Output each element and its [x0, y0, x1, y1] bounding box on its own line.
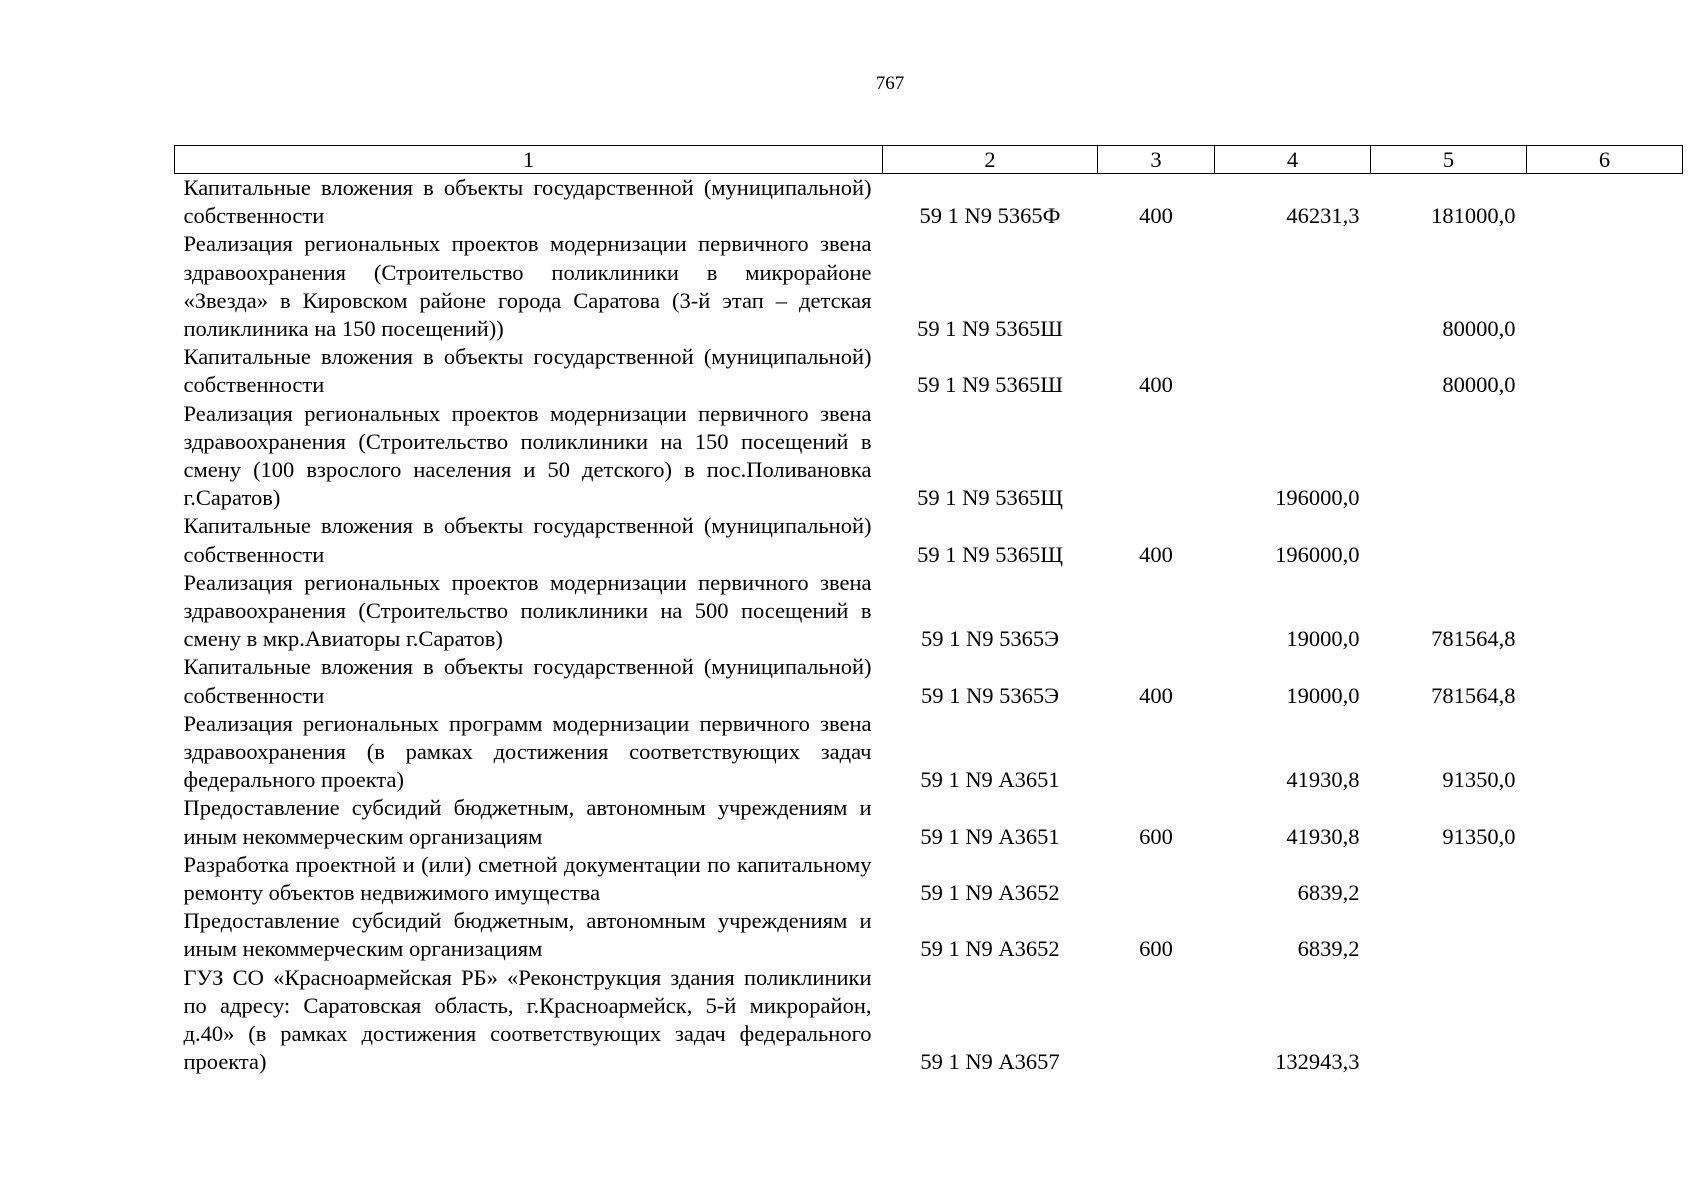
row-description: Капитальные вложения в объекты государственной (муниципальной) собственности	[183, 344, 872, 398]
row-code: 59 1 N9 А3652	[920, 880, 1060, 906]
row-code: 59 1 N9 А3657	[920, 1049, 1060, 1075]
row-amount-col6	[1527, 569, 1683, 654]
row-amount-col5: 91350,0	[1442, 823, 1516, 849]
table-row	[175, 400, 1683, 513]
row-code: 59 1 N9 5365Ш	[917, 316, 1063, 342]
row-amount-col6	[1527, 512, 1683, 568]
row-expense-type	[1098, 230, 1215, 343]
row-description: Капитальные вложения в объекты государственной (муниципальной) собственности	[183, 654, 872, 708]
row-amount-col5	[1371, 964, 1527, 1077]
row-amount-col6	[1527, 851, 1683, 907]
row-code: 59 1 N9 5365Ф	[919, 203, 1061, 229]
row-amount-col5	[1371, 400, 1527, 513]
row-amount-col6	[1527, 174, 1683, 231]
budget-table	[174, 145, 1683, 1077]
column-header-5: 5	[1371, 146, 1527, 174]
row-amount-col6	[1527, 230, 1683, 343]
row-amount-col6	[1527, 794, 1683, 850]
row-amount-col5	[1371, 907, 1527, 963]
row-code: 59 1 N9 5365Ш	[917, 372, 1063, 398]
column-header-6: 6	[1527, 146, 1683, 174]
row-amount-col5	[1371, 512, 1527, 568]
row-expense-type	[1098, 400, 1215, 513]
row-amount-col4	[1215, 343, 1371, 399]
row-expense-type: 600	[1139, 823, 1173, 849]
row-description: Реализация региональных проектов модернизации первичного звена здравоохранения (Строительство поликлиники на 150 посещений в смену (100 взрослого населения и 50 детского) в пос.Поливановка г.Саратов)	[183, 400, 872, 511]
table-row	[175, 653, 1683, 709]
row-amount-col4: 6839,2	[1297, 936, 1360, 962]
row-amount-col4: 132943,3	[1275, 1049, 1360, 1075]
table-row	[175, 343, 1683, 399]
row-description: Капитальные вложения в объекты государственной (муниципальной) собственности	[183, 175, 872, 229]
row-amount-col5: 80000,0	[1442, 372, 1516, 398]
row-code: 59 1 N9 5365Э	[921, 682, 1059, 708]
row-expense-type: 400	[1139, 203, 1173, 229]
row-expense-type: 400	[1139, 682, 1173, 708]
row-amount-col5: 781564,8	[1431, 626, 1516, 652]
row-description: Предоставление субсидий бюджетным, автономным учреждениям и иным некоммерческим организациям	[183, 908, 872, 962]
row-amount-col5: 181000,0	[1431, 203, 1516, 229]
row-expense-type: 400	[1139, 541, 1173, 567]
row-description: Разработка проектной и (или) сметной документации по капитальному ремонту объектов недвижимого имущества	[183, 851, 872, 906]
row-amount-col4: 41930,8	[1286, 767, 1360, 793]
row-amount-col6	[1527, 964, 1683, 1077]
table-row	[175, 230, 1683, 343]
table-row	[175, 569, 1683, 654]
row-code: 59 1 N9 5365Э	[921, 626, 1059, 652]
row-amount-col6	[1527, 710, 1683, 795]
column-header-3: 3	[1098, 146, 1215, 174]
row-amount-col4: 46231,3	[1286, 203, 1360, 229]
row-expense-type	[1098, 710, 1215, 795]
column-header-2: 2	[883, 146, 1098, 174]
row-amount-col6	[1527, 400, 1683, 513]
row-description: Реализация региональных проектов модернизации первичного звена здравоохранения (Строительство поликлиники в микрорайоне «Звезда» в Кировском районе города Саратова (3-й этап – детская поликлиника на 150 посещений))	[183, 231, 872, 342]
table-row	[175, 907, 1683, 963]
column-header-1: 1	[175, 146, 883, 174]
row-amount-col5: 80000,0	[1442, 316, 1516, 342]
row-description: Капитальные вложения в объекты государственной (муниципальной) собственности	[183, 513, 872, 567]
row-expense-type	[1098, 569, 1215, 654]
row-expense-type	[1098, 851, 1215, 907]
row-amount-col5: 91350,0	[1442, 767, 1516, 793]
row-description: Реализация региональных проектов модернизации первичного звена здравоохранения (Строительство поликлиники на 500 посещений в смену в мкр.Авиаторы г.Саратов)	[183, 569, 872, 652]
row-amount-col6	[1527, 907, 1683, 963]
table-row	[175, 794, 1683, 850]
row-code: 59 1 N9 5365Щ	[917, 485, 1063, 511]
row-amount-col4: 196000,0	[1275, 485, 1360, 511]
row-amount-col4: 19000,0	[1286, 682, 1360, 708]
table-header-row	[175, 146, 1683, 174]
row-description: ГУЗ СО «Красноармейская РБ» «Реконструкция здания поликлиники по адресу: Саратовская область, г.Красноармейск, 5-й микрорайон, д.40» (в рамках достижения соответствующих задач федерального проекта)	[183, 964, 872, 1075]
row-amount-col5: 781564,8	[1431, 682, 1516, 708]
table-row	[175, 512, 1683, 568]
row-code: 59 1 N9 А3651	[920, 823, 1060, 849]
row-amount-col4: 196000,0	[1275, 541, 1360, 567]
row-code: 59 1 N9 5365Щ	[917, 541, 1063, 567]
row-amount-col6	[1527, 653, 1683, 709]
row-expense-type	[1098, 964, 1215, 1077]
row-amount-col4: 19000,0	[1286, 626, 1360, 652]
column-header-4: 4	[1215, 146, 1371, 174]
row-amount-col4: 6839,2	[1297, 880, 1360, 906]
row-expense-type: 600	[1139, 936, 1173, 962]
row-amount-col4: 41930,8	[1286, 823, 1360, 849]
row-amount-col6	[1527, 343, 1683, 399]
page-number: 767	[875, 73, 905, 94]
row-amount-col4	[1215, 230, 1371, 343]
table-row	[175, 174, 1683, 231]
row-amount-col5	[1371, 851, 1527, 907]
row-expense-type: 400	[1139, 372, 1173, 398]
row-code: 59 1 N9 А3652	[920, 936, 1060, 962]
table-row	[175, 964, 1683, 1077]
row-description: Реализация региональных программ модернизации первичного звена здравоохранения (в рамках достижения соответствующих задач федерального проекта)	[183, 710, 872, 793]
row-code: 59 1 N9 А3651	[920, 767, 1060, 793]
row-description: Предоставление субсидий бюджетным, автономным учреждениям и иным некоммерческим организациям	[183, 795, 872, 849]
table-row	[175, 710, 1683, 795]
table-row	[175, 851, 1683, 907]
